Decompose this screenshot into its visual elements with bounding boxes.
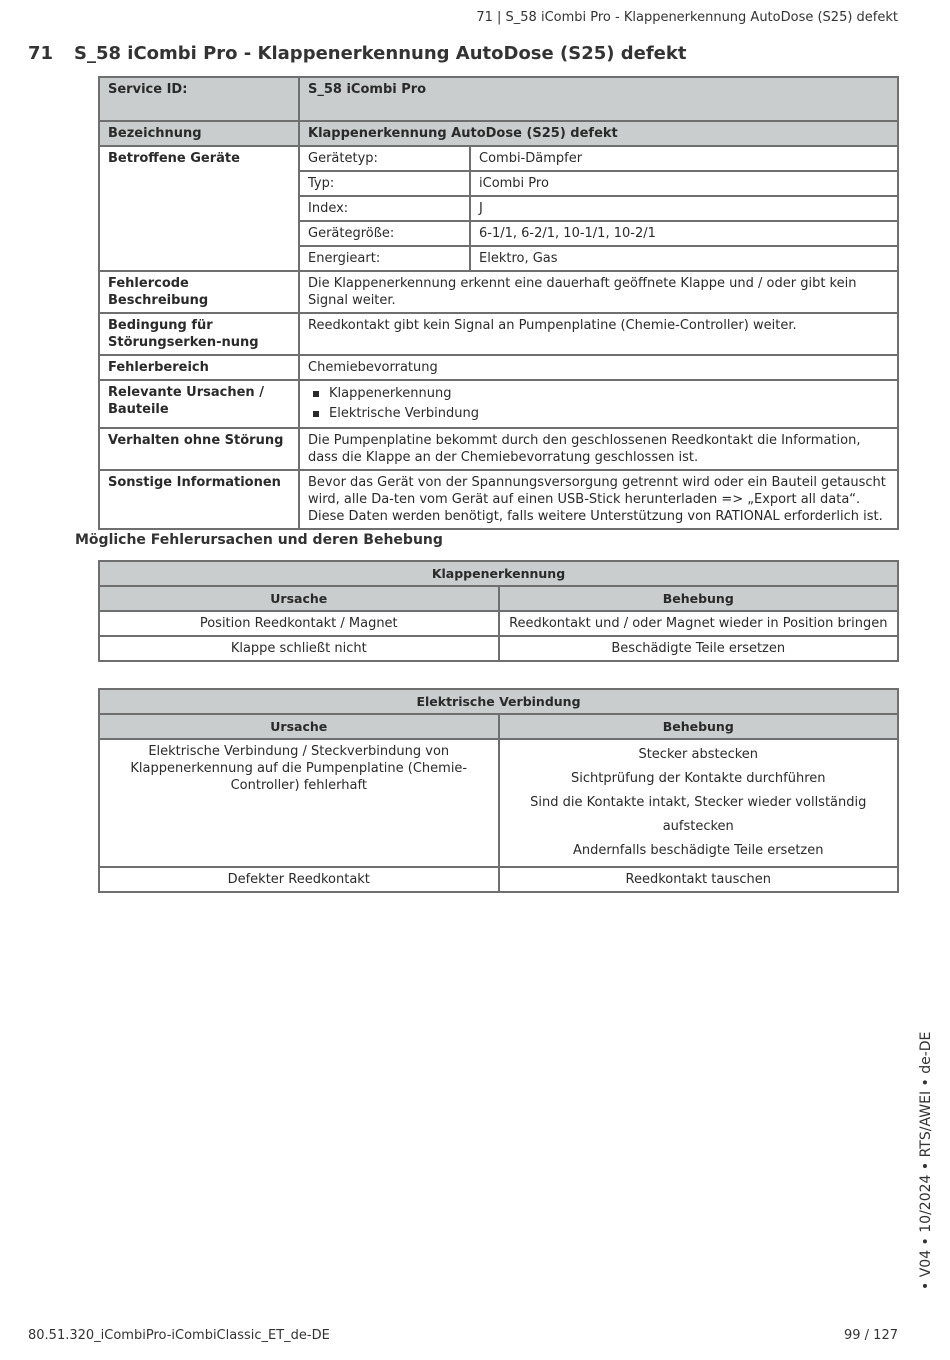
- fix-step: Andernfalls beschädigte Teile ersetzen: [573, 843, 824, 858]
- column-header-behebung: Behebung: [499, 714, 899, 739]
- geraete-key: Gerätegröße:: [299, 221, 470, 246]
- service-info-table: [98, 76, 899, 530]
- list-item: Elektrische Verbindung: [308, 404, 889, 424]
- cause-cell: Position Reedkontakt / Magnet: [99, 611, 499, 636]
- table-row: [99, 739, 898, 867]
- side-version-tag: • V04 • 10/2024 • RTS/AWEI • de-DE: [918, 1031, 934, 1290]
- fehlerbereich-label: Fehlerbereich: [99, 355, 299, 380]
- chapter-heading: [28, 43, 686, 64]
- fix-cell: Beschädigte Teile ersetzen: [499, 636, 899, 661]
- ursachen-label: Relevante Ursachen / Bauteile: [99, 380, 299, 428]
- cause-cell: Klappe schließt nicht: [99, 636, 499, 661]
- cause-cell: Elektrische Verbindung / Steckverbindung von Klappenerkennung auf die Pumpenplatine (Chemie-Controller) fehlerhaft: [99, 739, 499, 867]
- table-title: Elektrische Verbindung: [99, 689, 898, 714]
- sonstige-value: Bevor das Gerät von der Spannungsversorgung getrennt wird oder ein Bauteil getauscht wird, alle Da-ten vom Gerät auf einen USB-Stick herunterladen => „Export all data“. Diese Daten werden benötigt, falls weitere Unterstützung von RATIONAL erforderlich ist.: [299, 470, 898, 529]
- table-title: Klappenerkennung: [99, 561, 898, 586]
- column-header-behebung: Behebung: [499, 586, 899, 611]
- column-header-ursache: Ursache: [99, 714, 499, 739]
- bezeichnung-label: Bezeichnung: [99, 121, 299, 146]
- column-header-ursache: Ursache: [99, 586, 499, 611]
- geraete-key: Typ:: [299, 171, 470, 196]
- klappenerkennung-table: [98, 560, 899, 662]
- chapter-number: 71: [28, 43, 54, 64]
- chapter-title: S_58 iCombi Pro - Klappenerkennung AutoDose (S25) defekt: [74, 43, 687, 64]
- footer-doc-id: 80.51.320_iCombiPro-iCombiClassic_ET_de-DE: [28, 1328, 330, 1343]
- geraete-value: iCombi Pro: [470, 171, 898, 196]
- table-row: [99, 636, 898, 661]
- elektrische-verbindung-table: [98, 688, 899, 893]
- geraete-key: Index:: [299, 196, 470, 221]
- list-item: Klappenerkennung: [308, 384, 889, 404]
- ursachen-list: [308, 384, 889, 424]
- footer-page-number: 99 / 127: [844, 1328, 898, 1343]
- verhalten-label: Verhalten ohne Störung: [99, 428, 299, 470]
- geraete-value: 6-1/1, 6-2/1, 10-1/1, 10-2/1: [470, 221, 898, 246]
- verhalten-value: Die Pumpenplatine bekommt durch den geschlossenen Reedkontakt die Information, dass die Klappe an der Chemiebevorratung geschlossen ist.: [299, 428, 898, 470]
- fehlerbereich-value: Chemiebevorratung: [299, 355, 898, 380]
- fix-cell: [499, 739, 899, 867]
- table-row: [99, 867, 898, 892]
- fix-cell: Reedkontakt und / oder Magnet wieder in Position bringen: [499, 611, 899, 636]
- sonstige-label: Sonstige Informationen: [99, 470, 299, 529]
- section-title: Mögliche Fehlerursachen und deren Behebung: [75, 532, 443, 548]
- bedingung-label: Bedingung für Störungserken-nung: [99, 313, 299, 355]
- fix-cell: Reedkontakt tauschen: [499, 867, 899, 892]
- bezeichnung-value: Klappenerkennung AutoDose (S25) defekt: [299, 121, 898, 146]
- bedingung-value: Reedkontakt gibt kein Signal an Pumpenplatine (Chemie-Controller) weiter.: [299, 313, 898, 355]
- geraete-key: Energieart:: [299, 246, 470, 271]
- running-header: 71 | S_58 iCombi Pro - Klappenerkennung AutoDose (S25) defekt: [476, 10, 898, 25]
- geraete-label: Betroffene Geräte: [99, 146, 299, 271]
- service-id-value: S_58 iCombi Pro: [299, 77, 898, 121]
- geraete-value: Elektro, Gas: [470, 246, 898, 271]
- fix-step: Stecker abstecken: [638, 747, 759, 762]
- geraete-key: Gerätetyp:: [299, 146, 470, 171]
- cause-cell: Defekter Reedkontakt: [99, 867, 499, 892]
- fix-step: Sind die Kontakte intakt, Stecker wieder vollständig aufstecken: [530, 795, 867, 834]
- geraete-value: J: [470, 196, 898, 221]
- service-id-label: Service ID:: [99, 77, 299, 121]
- fix-step: Sichtprüfung der Kontakte durchführen: [570, 771, 826, 786]
- ursachen-list-cell: [299, 380, 898, 428]
- fehlercode-label: Fehlercode Beschreibung: [99, 271, 299, 313]
- geraete-value: Combi-Dämpfer: [470, 146, 898, 171]
- fehlercode-value: Die Klappenerkennung erkennt eine dauerhaft geöffnete Klappe und / oder gibt kein Signal weiter.: [299, 271, 898, 313]
- table-row: [99, 611, 898, 636]
